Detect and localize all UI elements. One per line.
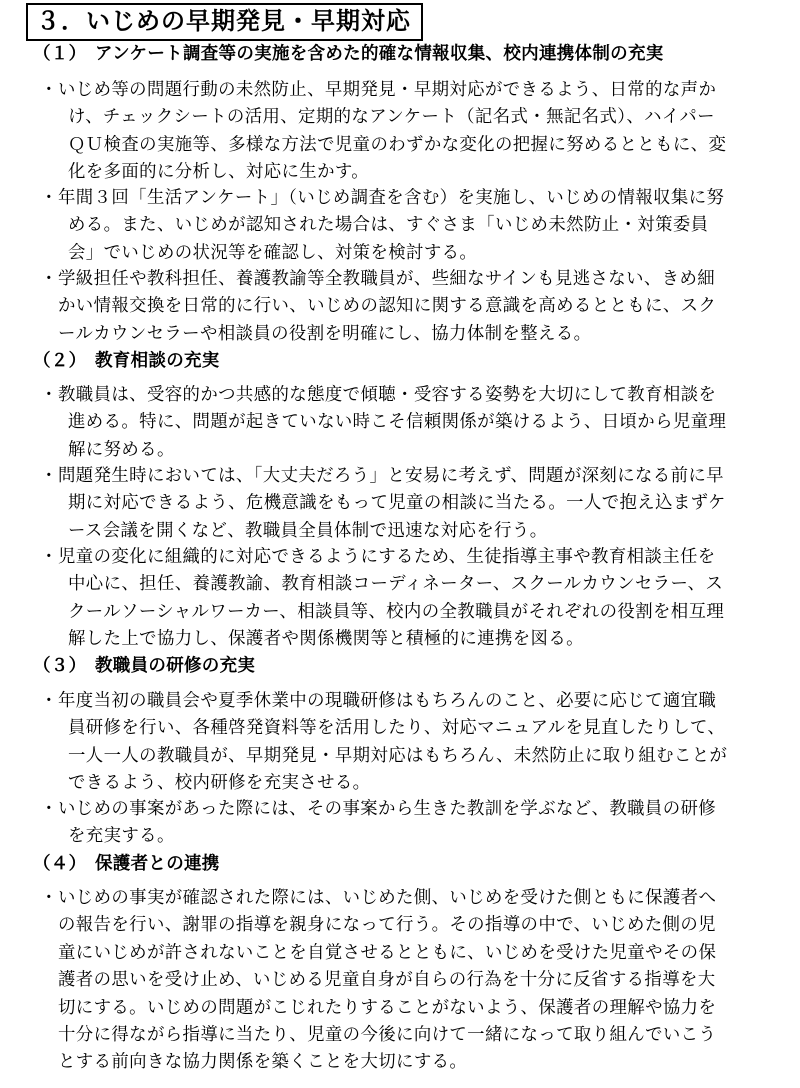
text-line: ＱＵ検査の実施等、多様な方法で児童のわずかな変化の把握に努めるとともに、変 [68, 134, 727, 155]
text-line: 児童の変化に組織的に対応できるようにするため、生徒指導主事や教育相談主任を [58, 547, 716, 567]
text-line: できるよう、校内研修を充実させる。 [68, 773, 371, 794]
bullet-item [40, 266, 796, 348]
section-number: （１） [33, 44, 87, 64]
bullet-item [40, 185, 796, 267]
text-line: を充実する。 [68, 826, 175, 847]
section-heading [33, 40, 664, 65]
section-heading [33, 347, 220, 372]
text-line: かい情報交換を日常的に行い、いじめの認知に関する意識を高めるとともに、スク [58, 296, 717, 317]
text-line: 切にする。いじめの問題がこじれたりすることがないよう、保護者の理解や協力を [58, 997, 717, 1018]
section-heading [33, 850, 220, 875]
text-line: 員研修を行い、各種啓発資料等を活用したり、対応マニュアルを見直したりして、 [68, 718, 726, 739]
text-line: 解に努める。 [68, 439, 175, 460]
bullet-mark: ・ [40, 80, 58, 100]
bullet-item [40, 885, 796, 1077]
text-line: 護者の思いを受け止め、いじめる児童自身が自らの行為を十分に反省する指導を大 [58, 970, 716, 991]
bullet-mark: ・ [40, 547, 58, 567]
text-line: ース会議を開くなど、教職員全員体制で迅速な対応を行う。 [68, 520, 548, 541]
bullet-item [40, 544, 796, 654]
bullet-mark: ・ [40, 385, 58, 405]
bullet-mark: ・ [40, 691, 58, 711]
text-line: 童にいじめが許されないことを自覚させるとともに、いじめを受けた児童やその保 [58, 942, 717, 963]
bullet-item [40, 463, 796, 545]
section-number: （３） [33, 656, 87, 676]
page-title: ３．いじめの早期発見・早期対応 [26, 3, 423, 41]
text-line: いじめの事実が確認された際には、いじめた側、いじめを受けた側ともに保護者へ [58, 888, 717, 908]
bullet-item [40, 77, 796, 187]
text-line: 年度当初の職員会や夏季休業中の現職研修はもちろんのこと、必要に応じて適宜職 [58, 691, 717, 711]
text-line: 十分に得ながら指導に当たり、児童の今後に向けて一緒になって取り組んでいこう [58, 1025, 717, 1046]
text-line: いじめ等の問題行動の未然防止、早期発見・早期対応ができるよう、日常的な声か [58, 80, 717, 100]
text-line: 進める。特に、問題が起きていない時こそ信頼関係が築けるよう、日頃から児童理 [68, 412, 727, 433]
text-line: の報告を行い、謝罪の指導を親身になって行う。その指導の中で、いじめた側の児 [58, 915, 716, 936]
section-title: 教職員の研修の充実 [95, 656, 256, 676]
bullet-mark: ・ [40, 799, 58, 819]
text-line: クールソーシャルワーカー、相談員等、校内の全教職員がそれぞれの役割を相互理 [68, 601, 725, 622]
text-line: け、チェックシートの活用、定期的なアンケート（記名式・無記名式）、ハイパー [68, 107, 715, 128]
text-line: める。また、いじめが認知された場合は、すぐさま「いじめ未然防止・対策委員 [68, 215, 709, 236]
text-line: ールカウンセラーや相談員の役割を明確にし、協力体制を整える。 [58, 323, 592, 344]
section-title: 教育相談の充実 [95, 351, 220, 371]
text-line: 中心に、担任、養護教諭、教育相談コーディネーター、スクールカウンセラー、ス [68, 574, 724, 595]
bullet-mark: ・ [40, 188, 58, 208]
text-line: 年間３回「生活アンケート」（いじめ調査を含む）を実施し、いじめの情報収集に努 [58, 188, 725, 208]
text-line: 期に対応できるよう、危機意識をもって児童の相談に当たる。一人で抱え込まずケ [68, 493, 726, 514]
text-line: 会」でいじめの状況等を確認し、対策を検討する。 [68, 242, 478, 263]
text-line: 教職員は、受容的かつ共感的な態度で傾聴・受容する姿勢を大切にして教育相談を [58, 385, 717, 405]
text-line: 問題発生時においては、「大丈夫だろう」と安易に考えず、問題が深刻になる前に早 [58, 466, 724, 486]
bullet-mark: ・ [40, 466, 58, 486]
section-number: （２） [33, 351, 87, 371]
bullet-mark: ・ [40, 269, 58, 289]
text-line: 学級担任や教科担任、養護教諭等全教職員が、些細なサインも見逃さない、きめ細 [58, 269, 716, 289]
section-heading [33, 652, 255, 677]
bullet-item [40, 796, 796, 851]
section-title: アンケート調査等の実施を含めた的確な情報収集、校内連携体制の充実 [95, 44, 664, 64]
text-line: いじめの事案があった際には、その事案から生きた教訓を学ぶなど、教職員の研修 [58, 799, 717, 819]
bullet-item [40, 688, 796, 798]
text-line: 化を多面的に分析し、対応に生かす。 [68, 162, 370, 183]
text-line: とする前向きな協力関係を築くことを大切にする。 [58, 1052, 468, 1073]
bullet-item [40, 382, 796, 464]
section-title: 保護者との連携 [95, 854, 220, 874]
section-number: （４） [33, 854, 87, 874]
text-line: 一人一人の教職員が、早期発見・早期対応はもちろん、未然防止に取り組むことが [68, 745, 728, 766]
bullet-mark: ・ [40, 888, 58, 908]
text-line: 解した上で協力し、保護者や関係機関等と積極的に連携を図る。 [68, 629, 584, 650]
